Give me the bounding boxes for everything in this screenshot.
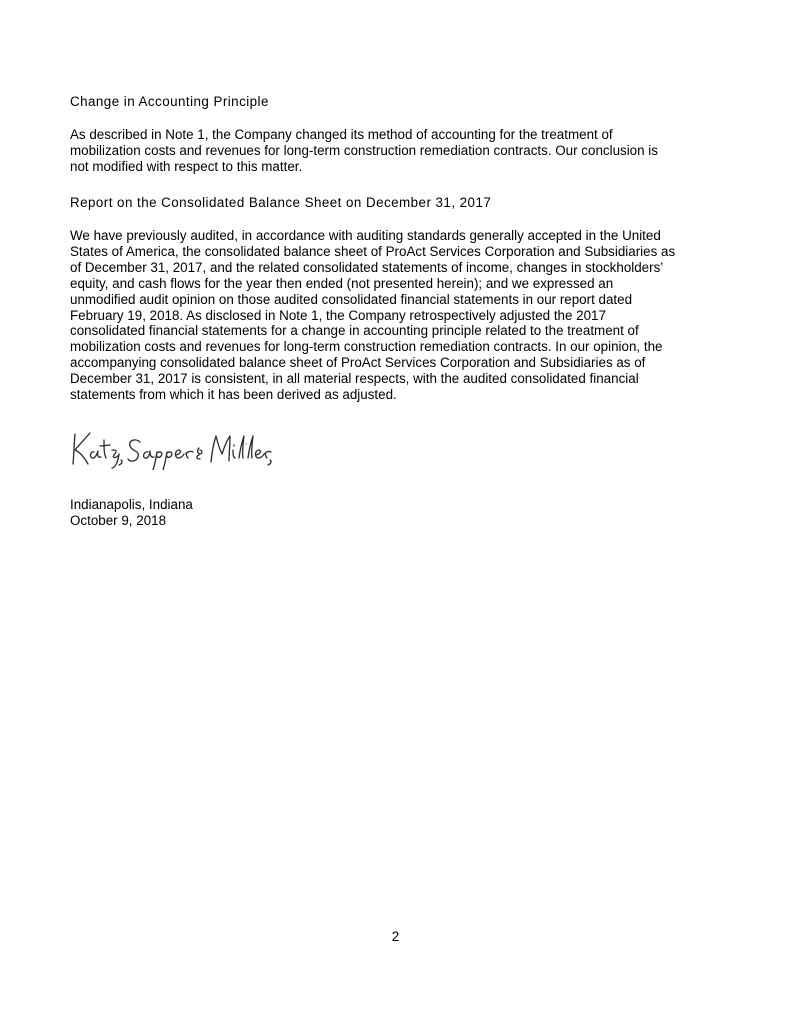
paragraph-line: February 19, 2018. As disclosed in Note 1, the Company retrospectively adjusted the 2017	[70, 307, 606, 323]
paragraph-line: December 31, 2017 is consistent, in all material respects, with the audited consolidated financial	[70, 371, 639, 387]
page-number: 2	[391, 929, 400, 944]
paragraph-line: accompanying consolidated balance sheet of ProAct Services Corporation and Subsidiaries as of	[70, 355, 646, 371]
paragraph-line: mobilization costs and revenues for long-term construction remediation contracts. Our conclusion is	[70, 142, 658, 158]
paragraph-change-in-accounting-principle	[70, 127, 730, 175]
paragraph-line: mobilization costs and revenues for long-term construction remediation contracts. In our opinion, the	[70, 339, 663, 355]
section-heading-report-on-balance-sheet: Report on the Consolidated Balance Sheet on December 31, 2017	[70, 195, 492, 210]
paragraph-line: We have previously audited, in accordance with auditing standards generally accepted in the United	[70, 228, 661, 243]
paragraph-line: States of America, the consolidated balance sheet of ProAct Services Corporation and Subsidiaries as	[70, 243, 676, 259]
paragraph-line: of December 31, 2017, and the related consolidated statements of income, changes in stockholders’	[70, 259, 664, 275]
paragraph-report-on-balance-sheet	[70, 228, 730, 403]
report-date: October 9, 2018	[70, 513, 167, 528]
paragraph-line: unmodified audit opinion on those audited consolidated financial statements in our report dated	[70, 291, 633, 307]
paragraph-line: statements from which it has been derived as adjusted.	[70, 387, 397, 403]
paragraph-line: consolidated financial statements for a change in accounting principle related to the treatment of	[70, 323, 639, 339]
paragraph-line: As described in Note 1, the Company changed its method of accounting for the treatment of	[70, 127, 613, 142]
report-city: Indianapolis, Indiana	[70, 497, 193, 512]
paragraph-line: not modified with respect to this matter.	[70, 158, 303, 174]
paragraph-line: equity, and cash flows for the year then ended (not presented herein); and we expressed an	[70, 275, 614, 291]
section-heading-change-in-accounting-principle: Change in Accounting Principle	[70, 94, 269, 109]
auditor-signature	[66, 424, 276, 470]
